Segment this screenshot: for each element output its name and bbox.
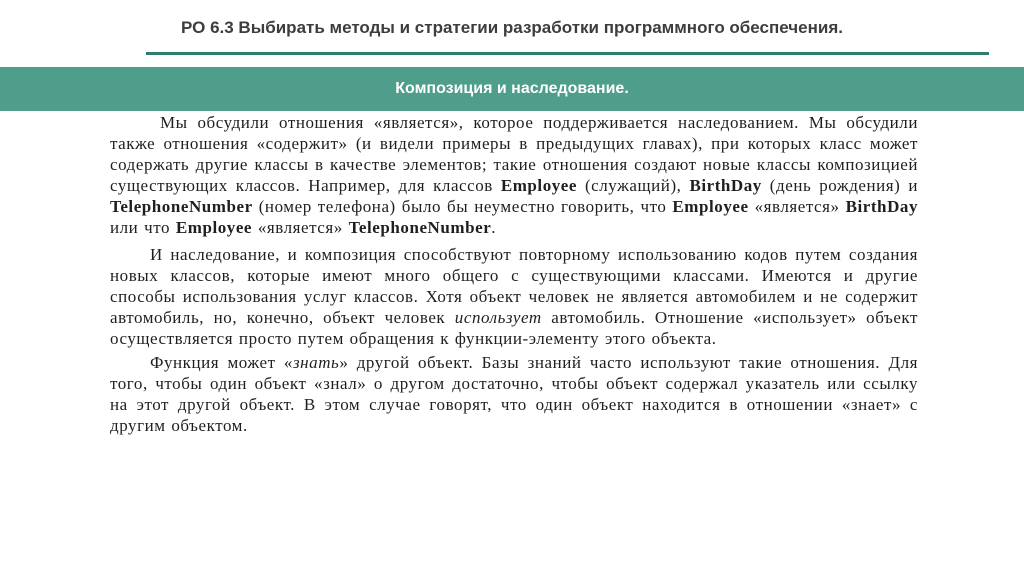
text-run: (номер телефона) было бы неуместно говорить, что [252, 197, 673, 216]
text-run: автомобиль. Отношение «использует» объект осуществляется просто путем обращения к функции-элементу этого объекта. [110, 308, 918, 348]
title-underline [146, 52, 989, 55]
bold-term: Employee [500, 176, 577, 195]
bold-term: TelephoneNumber [110, 197, 253, 216]
bold-term: BirthDay [845, 197, 918, 216]
text-run: или что [110, 218, 176, 237]
paragraph-3 [110, 352, 918, 436]
text-run: И наследование, и композиция способствуют повторному использованию кодов путем создания новых классов, которые имеют много общего с существующими классами. Имеются и другие способы использования услуг классов. Хотя объект человек не является автомобилем и не содержит автомобиль, но, конечно, объект человек [110, 245, 918, 327]
text-run: «является» [252, 218, 349, 237]
text-run: «является» [748, 197, 846, 216]
text-run: Функция может « [150, 353, 293, 372]
scanned-text-block [110, 112, 918, 436]
section-banner [0, 67, 1024, 111]
text-run: » другой объект. Базы знаний часто используют такие отношения. Для того, чтобы один объект «знал» о другом достаточно, чтобы объект содержал указатель или ссылку на этот другой объект. В этом случае говорят, что один объект находится в отношении «знает» с другим объектом. [110, 353, 919, 435]
bold-term: BirthDay [689, 176, 762, 195]
section-title: Композиция и наследование. [395, 80, 629, 97]
paragraph-1 [110, 112, 918, 238]
slide-title: РО 6.3 Выбирать методы и стратегии разработки программного обеспечения. [181, 18, 843, 37]
text-run: (день рождения) и [761, 176, 918, 195]
bold-term: Employee [175, 218, 253, 237]
italic-term: использует [454, 308, 542, 327]
italic-term: знать [292, 353, 340, 372]
bold-term: TelephoneNumber [348, 218, 492, 237]
text-run: Мы обсудили отношения «является», которое поддерживается наследованием. Мы обсудили также отношения «содержит» (и видели примеры в предыдущих главах), при которых класс может содержать другие классы в качестве элементов; такие отношения создают новые классы композицией существующих классов. Например, для классов [110, 113, 918, 195]
bold-term: Employee [672, 197, 749, 216]
paragraph-2 [110, 244, 918, 349]
text-run: . [491, 218, 497, 237]
text-run: (служащий), [577, 176, 690, 195]
